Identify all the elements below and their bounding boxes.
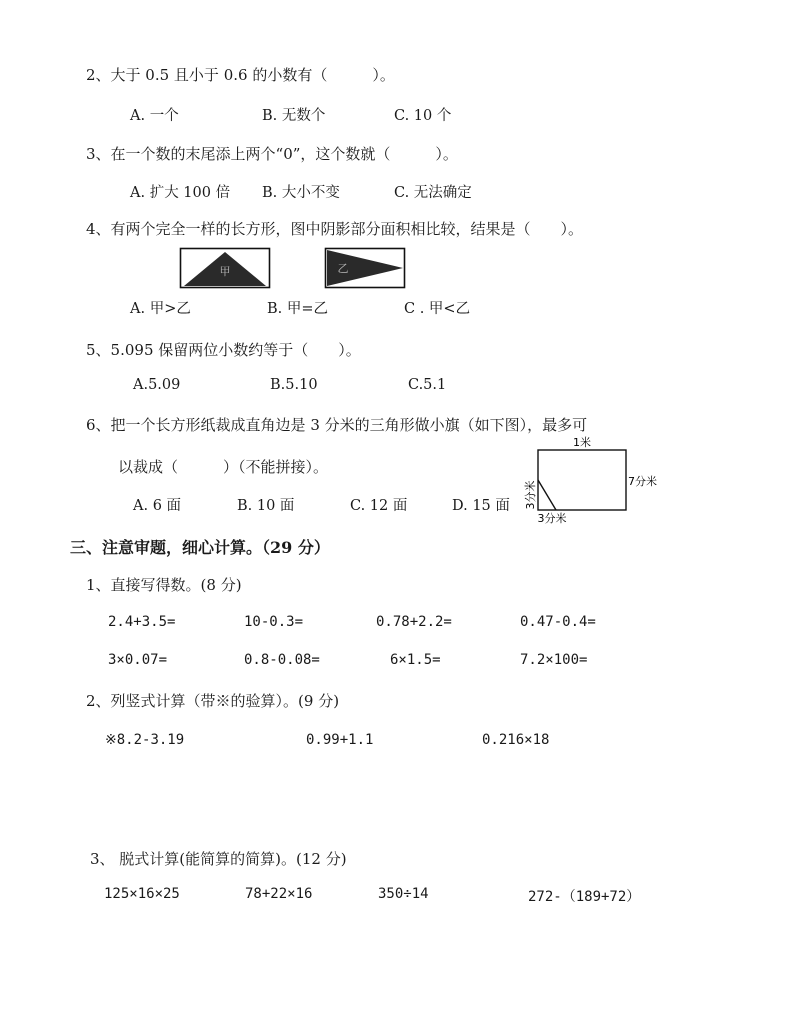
section-3-title: 三、注意审题，细心计算。（29 分） bbox=[70, 538, 330, 557]
q5-option-b: B.5.10 bbox=[270, 377, 318, 393]
q2-option-b: B. 无数个 bbox=[262, 108, 326, 124]
part2-item-1: ※8.2-3.19 bbox=[105, 732, 185, 748]
part3-item-2: 78+22×16 bbox=[245, 886, 313, 902]
part3-item-3: 350÷14 bbox=[378, 886, 429, 902]
part2-item-3: 0.216×18 bbox=[482, 732, 550, 748]
part3-item-1: 125×16×25 bbox=[104, 886, 180, 902]
q3-option-b: B. 大小不变 bbox=[262, 185, 340, 201]
q5-option-a: A.5.09 bbox=[133, 377, 181, 393]
part2-title: 2、列竖式计算（带※的验算）。(9 分) bbox=[86, 692, 340, 710]
part1-title: 1、直接写得数。(8 分) bbox=[86, 576, 242, 594]
q5-option-c: C.5.1 bbox=[408, 377, 447, 393]
q6-top-label: 1米 bbox=[573, 436, 591, 449]
part1-item-5: 3×0.07= bbox=[108, 652, 168, 668]
q4-stem: 4、有两个完全一样的长方形，图中阴影部分面积相比较，结果是（ ）。 bbox=[86, 220, 584, 238]
q4-option-c: C . 甲<乙 bbox=[404, 301, 471, 317]
q6-stem-line2: 以裁成（ ）（不能拼接）。 bbox=[118, 458, 329, 476]
part1-item-8: 7.2×100= bbox=[520, 652, 588, 668]
q6-triangle-hypotenuse bbox=[538, 480, 556, 510]
part1-item-3: 0.78+2.2= bbox=[376, 614, 452, 630]
part1-item-4: 0.47-0.4= bbox=[520, 614, 596, 630]
part1-item-2: 10-0.3= bbox=[244, 614, 304, 630]
part1-item-7: 6×1.5= bbox=[390, 652, 441, 668]
q6-option-b: B. 10 面 bbox=[237, 498, 295, 514]
q6-stem-line1: 6、把一个长方形纸裁成直角边是 3 分米的三角形做小旗（如下图），最多可 bbox=[86, 416, 588, 434]
q2-stem: 2、大于 0.5 且小于 0.6 的小数有（ ）。 bbox=[86, 66, 395, 84]
q6-bottom-label: 3分米 bbox=[537, 512, 567, 525]
q6-option-c: C. 12 面 bbox=[350, 498, 408, 514]
part3-item-4: 272-（189+72） bbox=[528, 889, 641, 905]
part3-title: 3、 脱式计算(能简算的简算)。(12 分) bbox=[90, 850, 347, 868]
q4-figure-jia bbox=[180, 248, 270, 288]
q2-option-c: C. 10 个 bbox=[394, 108, 452, 124]
q4-option-a: A. 甲>乙 bbox=[130, 301, 191, 317]
q6-option-d: D. 15 面 bbox=[452, 498, 510, 514]
q3-stem: 3、在一个数的末尾添上两个“0”，这个数就（ ）。 bbox=[86, 145, 458, 163]
q4-jia-label: 甲 bbox=[219, 265, 231, 278]
q3-option-a: A. 扩大 100 倍 bbox=[130, 185, 231, 201]
q4-option-b: B. 甲=乙 bbox=[267, 301, 329, 317]
q2-option-a: A. 一个 bbox=[130, 108, 179, 124]
part1-item-1: 2.4+3.5= bbox=[108, 614, 176, 630]
q5-stem: 5、5.095 保留两位小数约等于（ ）。 bbox=[86, 341, 361, 359]
q4-figure-yi bbox=[325, 248, 405, 288]
q6-right-label: 7分米 bbox=[628, 475, 657, 488]
q3-option-c: C. 无法确定 bbox=[394, 185, 472, 201]
q4-yi-label: 乙 bbox=[337, 262, 349, 275]
part1-item-6: 0.8-0.08= bbox=[244, 652, 320, 668]
q6-rectangle-figure bbox=[524, 436, 664, 526]
q6-left-label: 3分米 bbox=[524, 480, 537, 510]
q6-option-a: A. 6 面 bbox=[133, 498, 182, 514]
part2-item-2: 0.99+1.1 bbox=[306, 732, 374, 748]
